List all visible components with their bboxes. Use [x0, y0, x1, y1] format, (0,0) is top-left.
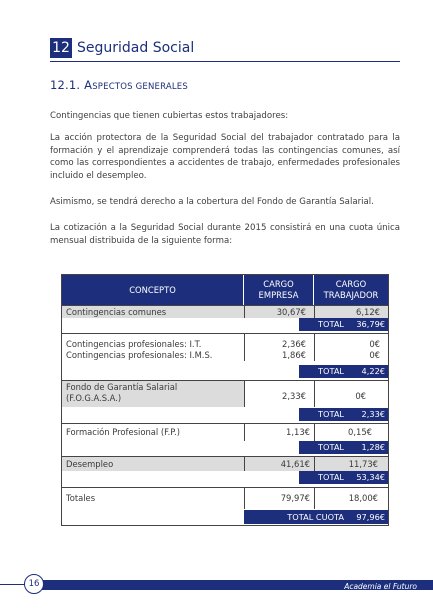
total-label: TOTAL — [318, 366, 344, 376]
value-company: 79,97€ — [280, 493, 310, 503]
paragraph-heading: Contingencias que tienen cubiertas estos trabajadores: — [50, 111, 289, 121]
total-value: 2,33€ — [361, 409, 385, 419]
cell-worker — [314, 334, 388, 361]
value-company: 1,13€ — [286, 427, 310, 437]
table-row — [62, 456, 388, 471]
value-worker: 0€ 0€ — [369, 339, 380, 360]
header-company-label: CARGO EMPRESA — [258, 279, 299, 300]
section-title-first-letter: A — [84, 78, 93, 92]
section-title-rest: SPECTOS GENERALES — [92, 82, 188, 92]
value-worker: 0,15€ — [348, 427, 372, 437]
chapter-title: Seguridad Social — [77, 40, 195, 56]
cell-company — [244, 334, 314, 361]
row-total — [299, 318, 388, 331]
total-label: TOTAL — [318, 319, 344, 329]
cell-worker — [314, 306, 388, 318]
total-value: 36,79€ — [356, 319, 385, 329]
row-concept: Fondo de Garantía Salarial (F.O.G.A.S.A.) — [66, 382, 178, 403]
row-total — [299, 471, 388, 484]
row-total — [244, 510, 388, 524]
cell-company — [244, 457, 314, 471]
contributions-table — [61, 274, 389, 526]
row-total — [299, 408, 388, 421]
section-number: 12.1. — [50, 78, 81, 92]
cell-worker — [314, 488, 388, 509]
cell-worker — [314, 381, 388, 407]
row-concept: Contingencias profesionales: I.T. Contingencias profesionales: I.M.S. — [66, 339, 213, 360]
row-concept: Contingencias comunes — [66, 307, 167, 317]
total-label: TOTAL — [318, 472, 344, 482]
total-label: TOTAL — [318, 409, 344, 419]
chapter-number: 12 — [50, 38, 72, 58]
table-row — [62, 305, 388, 318]
row-total — [299, 441, 388, 454]
page-number: 16 — [24, 574, 44, 594]
value-worker: 18,00€ — [348, 493, 378, 503]
footer-brand: Academia el Futuro — [344, 582, 417, 591]
row-concept: Desempleo — [66, 459, 114, 469]
cell-company — [244, 424, 314, 441]
section-title — [50, 78, 188, 92]
cell-worker — [314, 424, 388, 441]
row-concept: Totales — [66, 493, 96, 503]
value-worker: 6,12€ — [356, 307, 380, 317]
cell-worker — [314, 457, 388, 471]
table-row — [62, 380, 388, 407]
value-company: 30,67€ — [276, 307, 306, 317]
paragraph-cotizacion: La cotización a la Seguridad Social durante 2015 consistirá en una cuota única mensual distribuida de la siguiente forma: — [50, 223, 400, 246]
page-footer — [0, 578, 433, 592]
value-company: 41,61€ — [280, 459, 310, 469]
total-value: 53,34€ — [356, 472, 385, 482]
table-row — [62, 423, 388, 441]
row-total — [299, 365, 388, 378]
chapter-header — [50, 35, 400, 62]
header-worker — [314, 275, 388, 305]
cell-company — [244, 488, 314, 509]
table-row — [62, 333, 388, 361]
cell-company — [244, 381, 314, 407]
total-label: TOTAL — [318, 442, 344, 452]
header-company — [244, 275, 314, 305]
header-concept: CONCEPTO — [62, 275, 244, 305]
total-value: 1,28€ — [361, 442, 385, 452]
total-value: 4,22€ — [361, 366, 385, 376]
footer-bar — [30, 580, 433, 590]
header-worker-label: CARGO TRABAJADOR — [323, 279, 379, 300]
value-worker: 0€ — [355, 391, 366, 401]
value-company: 2,36€ 1,86€ — [282, 339, 306, 360]
value-company: 2,33€ — [282, 391, 306, 401]
table-row — [62, 487, 388, 509]
total-label: TOTAL CUOTA — [287, 512, 344, 522]
paragraph-fogasa: Asimismo, se tendrá derecho a la cobertura del Fondo de Garantía Salarial. — [50, 197, 374, 207]
paragraph-protection: La acción protectora de la Seguridad Social del trabajador contratado para la formación y el aprendizaje comprenderá todas las contingencias comunes, así como las correspondientes a accidentes de trabajo, enfermedades profesionales incluido el desempleo. — [50, 133, 400, 181]
total-value: 97,96€ — [356, 512, 385, 522]
value-worker: 11,73€ — [348, 459, 378, 469]
cell-company — [244, 306, 314, 318]
row-concept: Formación Profesional (F.P.) — [66, 427, 180, 437]
